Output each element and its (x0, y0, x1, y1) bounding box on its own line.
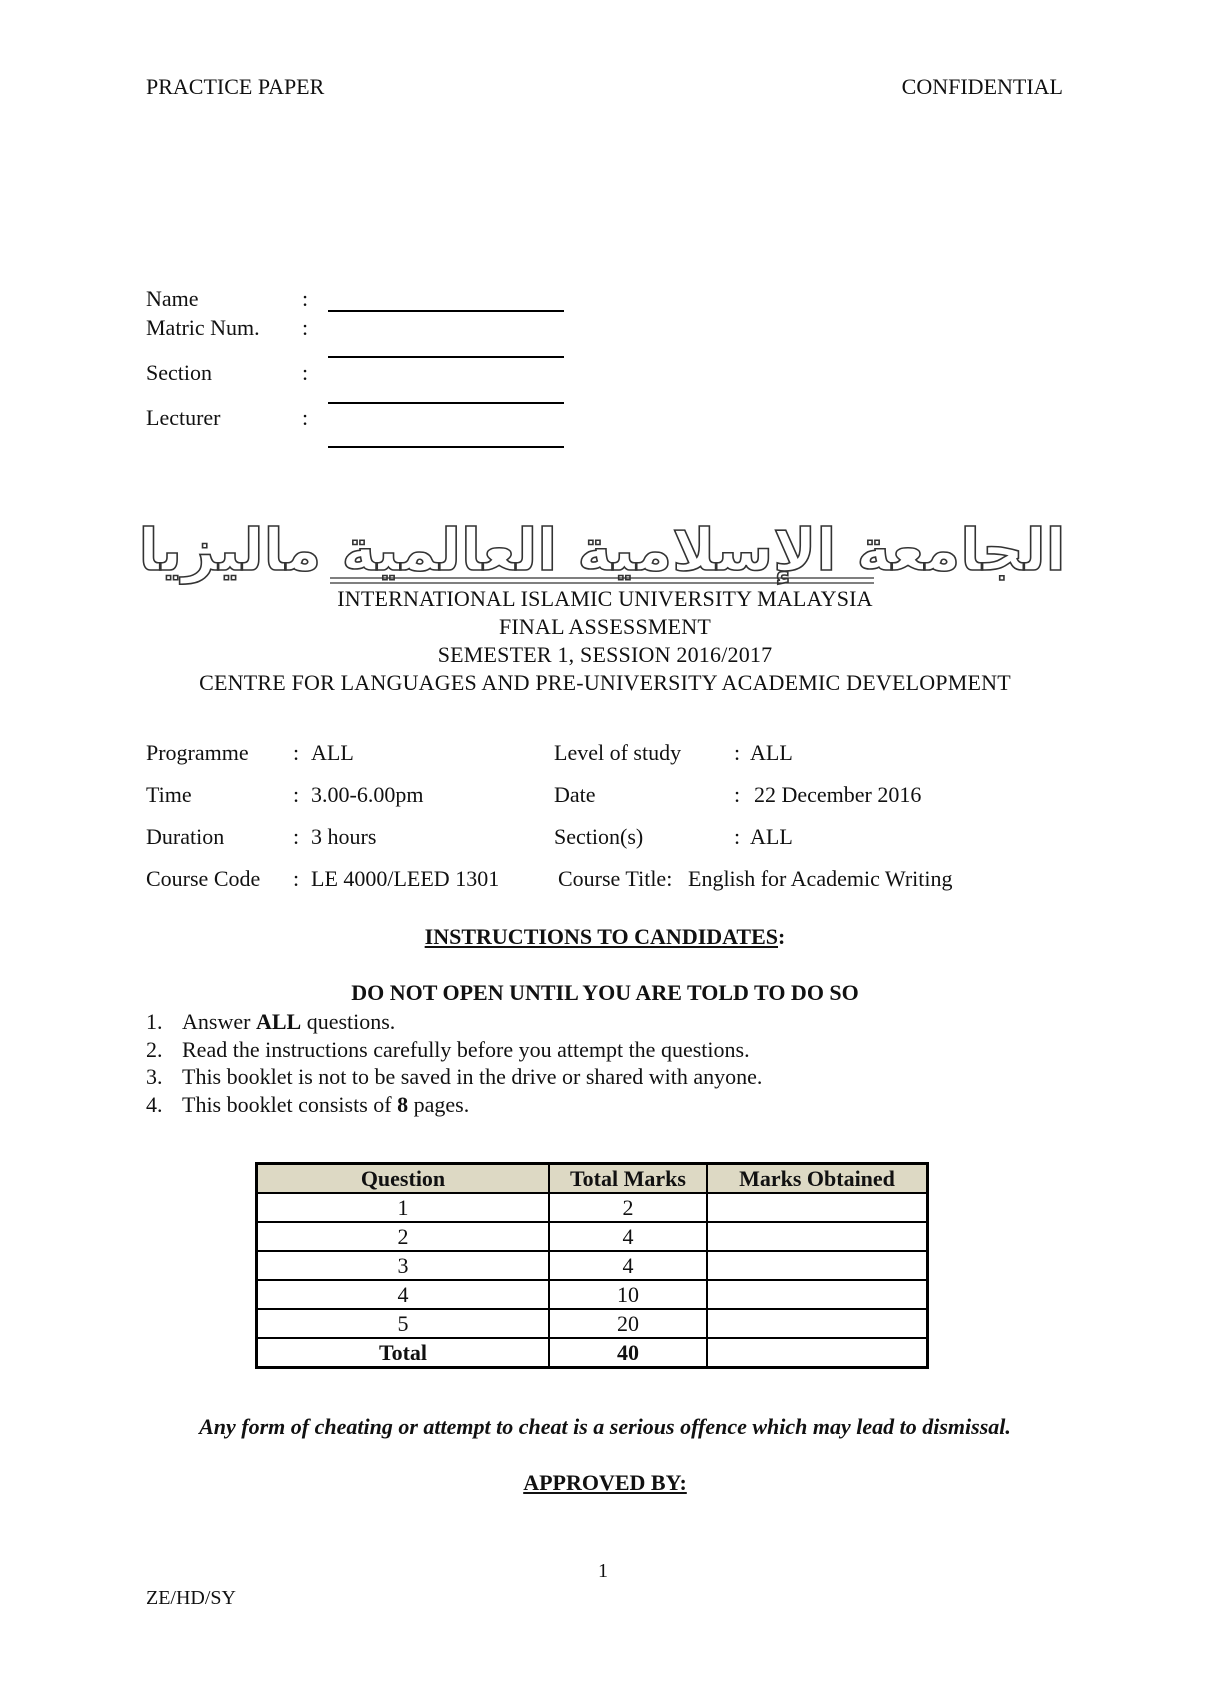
info-colon: : (293, 866, 300, 891)
cell-total-label: Total (257, 1338, 550, 1368)
section-field-line[interactable] (328, 402, 564, 404)
cell-question: 5 (257, 1309, 550, 1338)
cell-question: 2 (257, 1222, 550, 1251)
course-title-value: English for Academic Writing (688, 866, 953, 891)
cell-obtained[interactable] (707, 1251, 928, 1280)
cell-question: 3 (257, 1251, 550, 1280)
assessment-title: FINAL ASSESSMENT (498, 614, 712, 639)
header-left-label: PRACTICE PAPER (146, 74, 325, 99)
table-row (257, 1193, 928, 1222)
cell-obtained[interactable] (707, 1222, 928, 1251)
cell-total: 4 (549, 1222, 707, 1251)
info-colon: : (734, 740, 741, 765)
list-number: 2. (146, 1036, 163, 1062)
table-row (257, 1280, 928, 1309)
date-label: Date (554, 782, 596, 807)
info-colon: : (734, 824, 741, 849)
table-total-row (257, 1338, 928, 1368)
list-bold: 8 (397, 1091, 409, 1117)
level-value: ALL (750, 740, 793, 765)
time-label: Time (146, 782, 192, 807)
university-arabic-logo (138, 508, 1066, 592)
table-row (257, 1222, 928, 1251)
duration-value: 3 hours (311, 824, 377, 849)
cell-total: 4 (549, 1251, 707, 1280)
field-label-matric: Matric Num. (146, 315, 260, 340)
header-question: Question (257, 1164, 550, 1194)
course-code-value: LE 4000/LEED 1301 (311, 866, 500, 891)
list-text: This booklet consists of (182, 1091, 398, 1117)
header-right-label: CONFIDENTIAL (901, 74, 1063, 99)
list-item (146, 1091, 762, 1119)
info-colon: : (734, 782, 741, 807)
cell-question: 4 (257, 1280, 550, 1309)
cell-obtained[interactable] (707, 1309, 928, 1338)
cell-obtained[interactable] (707, 1280, 928, 1309)
list-text: This booklet is not to be saved in the drive or shared with anyone. (182, 1064, 763, 1089)
cell-question: 1 (257, 1193, 550, 1222)
list-item (146, 1063, 762, 1091)
lecturer-field-line[interactable] (328, 446, 564, 448)
cell-total: 20 (549, 1309, 707, 1338)
instructions-heading-colon: : (778, 924, 786, 949)
footer-code: ZE/HD/SY (146, 1587, 236, 1609)
list-text: pages. (408, 1091, 470, 1117)
semester-session: SEMESTER 1, SESSION 2016/2017 (437, 642, 773, 667)
course-code-label: Course Code (146, 866, 261, 891)
duration-label: Duration (146, 824, 225, 849)
time-value: 3.00-6.00pm (311, 782, 424, 807)
list-text: Answer (182, 1009, 256, 1034)
list-item (146, 1008, 762, 1036)
list-text: Read the instructions carefully before you attempt the questions. (182, 1036, 750, 1062)
field-colon: : (302, 286, 309, 311)
approved-by-heading: APPROVED BY: (523, 1470, 687, 1495)
sections-value: ALL (750, 824, 793, 849)
university-name: INTERNATIONAL ISLAMIC UNIVERSITY MALAYSIA (337, 586, 873, 611)
page-number: 1 (598, 1560, 608, 1582)
cell-total: 2 (549, 1193, 707, 1222)
instructions-list (146, 1008, 762, 1118)
field-colon: : (302, 360, 309, 385)
centre-name: CENTRE FOR LANGUAGES AND PRE-UNIVERSITY ACADEMIC DEVELOPMENT (199, 670, 1011, 695)
cell-total-sum: 40 (549, 1338, 707, 1368)
table-row (257, 1309, 928, 1338)
date-value: 22 December 2016 (754, 782, 922, 807)
table-header-row (257, 1164, 928, 1194)
table-row (257, 1251, 928, 1280)
info-colon: : (293, 824, 300, 849)
list-number: 4. (146, 1091, 163, 1117)
programme-label: Programme (146, 740, 249, 765)
list-text: questions. (301, 1009, 396, 1034)
cell-total-obtained[interactable] (707, 1338, 928, 1368)
field-label-lecturer: Lecturer (146, 405, 221, 430)
list-bold: ALL (255, 1009, 302, 1034)
list-item (146, 1036, 762, 1064)
info-colon: : (293, 782, 300, 807)
matric-field-line[interactable] (328, 356, 564, 358)
field-colon: : (302, 315, 309, 340)
field-label-section: Section (146, 360, 212, 385)
level-label: Level of study (554, 740, 682, 765)
cell-total: 10 (549, 1280, 707, 1309)
header-total-marks: Total Marks (549, 1164, 707, 1194)
instructions-heading: INSTRUCTIONS TO CANDIDATES (424, 924, 778, 949)
list-number: 3. (146, 1064, 163, 1089)
cheating-warning: Any form of cheating or attempt to cheat is a serious offence which may lead to dismissal. (199, 1414, 1011, 1439)
sections-label: Section(s) (554, 824, 644, 849)
header-marks-obtained: Marks Obtained (707, 1164, 928, 1194)
cell-obtained[interactable] (707, 1193, 928, 1222)
do-not-open-warning: DO NOT OPEN UNTIL YOU ARE TOLD TO DO SO (351, 980, 859, 1005)
info-colon: : (293, 740, 300, 765)
course-title-label: Course Title: (558, 866, 673, 891)
logo-arabic-text: الجامعة الإسلامية العالمية ماليزيا (138, 516, 1066, 584)
list-number: 1. (146, 1009, 163, 1034)
programme-value: ALL (311, 740, 354, 765)
field-label-name: Name (146, 286, 199, 311)
marks-table (255, 1162, 929, 1369)
name-field-line[interactable] (328, 310, 564, 312)
field-colon: : (302, 405, 309, 430)
